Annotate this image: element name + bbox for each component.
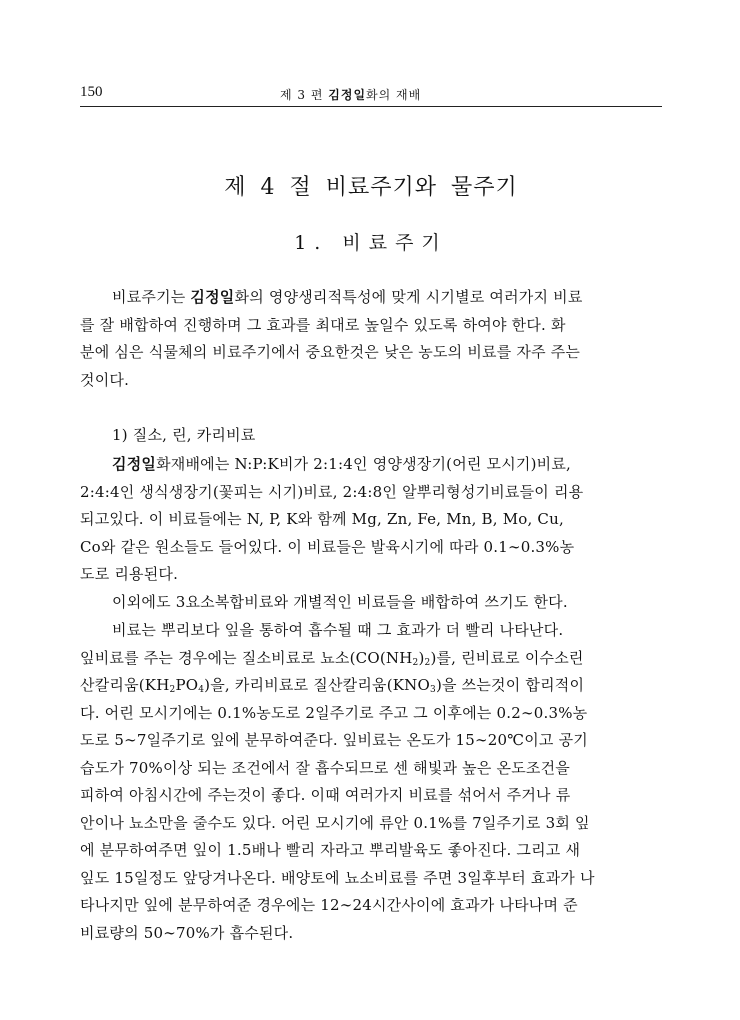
text-run: )를, 린비료로 이수소린 bbox=[430, 648, 584, 667]
text-run: 화재배에는 N:P:K비가 2:1:4인 영양생장기(어린 모시기)비료, bbox=[156, 455, 572, 473]
text-line: 를 잘 배합하여 진행하며 그 효과를 최대로 높일수 있도록 하여야 한다. 화 bbox=[80, 315, 566, 334]
subscript: 2 bbox=[424, 657, 431, 668]
text-run: )을, 카리비료로 질산칼리움(KNO bbox=[204, 676, 430, 694]
text-run: ) bbox=[418, 648, 425, 667]
text-line: 피하여 아침시간에 주는것이 좋다. 이때 여러가지 비료를 섞어서 주거나 류 bbox=[80, 786, 571, 804]
text-run: 산칼리움(KH bbox=[80, 676, 170, 694]
text-line: 습도가 70%이상 되는 조건에서 잘 흡수되므로 센 해빛과 높은 온도조건을 bbox=[80, 758, 570, 777]
subscript: 2 bbox=[412, 657, 419, 668]
text-line: 다. 어린 모시기에는 0.1%농도로 2일주기로 주고 그 이후에는 0.2∼0.3%농 bbox=[80, 703, 588, 722]
text-line bbox=[80, 451, 670, 479]
paragraph-3: 이외에도 3요소복합비료와 개별적인 비료들을 배합하여 쓰기도 한다. bbox=[112, 593, 568, 611]
section-title: 제 4 절 비료주기와 물주기 bbox=[224, 175, 518, 200]
subscript: 3 bbox=[430, 685, 436, 695]
text-line bbox=[80, 284, 670, 312]
text-run: 잎비료를 주는 경우에는 질소비료로 뇨소(CO(NH bbox=[80, 648, 413, 667]
text-line: 비료는 뿌리보다 잎을 통하여 흡수될 때 그 효과가 더 빨리 나타난다. bbox=[112, 621, 564, 639]
text-run: 비료주기는 bbox=[112, 288, 191, 306]
bold-run: 김정일 bbox=[190, 288, 235, 306]
text-line: Co와 같은 원소들도 들어있다. 이 비료들은 발육시기에 따라 0.1∼0.3%농 bbox=[80, 537, 575, 556]
text-line: 것이다. bbox=[80, 370, 130, 389]
text-line: 2:4:4인 생식생장기(꽃피는 시기)비료, 2:4:8인 알뿌리형성기비료들이 리용 bbox=[80, 482, 584, 501]
text-line: 타나지만 잎에 분무하여준 경우에는 12∼24시간사이에 효과가 나타나며 준 bbox=[80, 896, 578, 914]
text-run: PO bbox=[175, 676, 199, 694]
paragraph-2 bbox=[80, 451, 670, 589]
bold-run: 김정일 bbox=[112, 455, 157, 473]
text-line: 에 분무하여주면 잎이 1.5배나 빨리 자라고 뿌리발육도 좋아진다. 그리고 새 bbox=[80, 841, 581, 859]
subscript: 4 bbox=[198, 685, 205, 695]
page-number: 150 bbox=[80, 84, 103, 100]
running-header bbox=[280, 86, 421, 103]
text-line: 되고있다. 이 비료들에는 N, P, K와 함께 Mg, Zn, Fe, Mn, B, Mo, Cu, bbox=[80, 510, 564, 528]
text-run: 화의 영양생리적특성에 맞게 시기별로 여러가지 비료 bbox=[234, 288, 583, 306]
subscript: 2 bbox=[169, 685, 176, 695]
text-line: 도로 리용된다. bbox=[80, 565, 179, 583]
running-header-part: 제 3 편 bbox=[280, 88, 329, 102]
item-heading: 1) 질소, 린, 카리비료 bbox=[112, 426, 256, 444]
running-header-suffix: 화의 재배 bbox=[366, 88, 422, 102]
paragraph-4 bbox=[80, 617, 670, 947]
paragraph-1 bbox=[80, 284, 670, 394]
text-line bbox=[80, 645, 670, 673]
text-line: 잎도 15일정도 앞당겨나온다. 배양토에 뇨소비료를 주면 3일후부터 효과가 나 bbox=[80, 868, 595, 887]
text-line: 도로 5∼7일주기로 잎에 분무하여준다. 잎비료는 온도가 15∼20℃이고 공기 bbox=[80, 731, 588, 749]
text-line: 안이나 뇨소만을 줄수도 있다. 어린 모시기에 류안 0.1%를 7일주기로 3회 잎 bbox=[80, 813, 590, 832]
text-line bbox=[80, 672, 670, 700]
text-line: 비료량의 50∼70%가 흡수된다. bbox=[80, 923, 294, 942]
running-header-bold: 김정일 bbox=[328, 88, 367, 102]
page-header bbox=[80, 82, 662, 107]
subsection-title: 1. 비료주기 bbox=[294, 232, 448, 254]
text-run: )을 쓰는것이 합리적이 bbox=[435, 676, 585, 694]
text-line: 분에 심은 식물체의 비료주기에서 중요한것은 낮은 농도의 비료를 자주 주는 bbox=[80, 343, 581, 361]
